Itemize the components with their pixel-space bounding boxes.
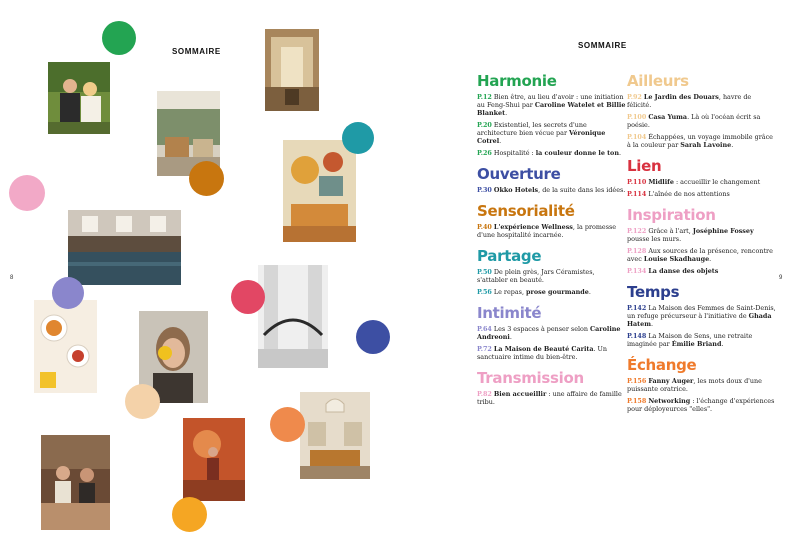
entry-text-end: . — [618, 149, 622, 157]
toc-entry[interactable] — [477, 223, 627, 239]
section-sensorialite — [477, 202, 627, 239]
entry-page-number: P.12 — [477, 93, 492, 101]
cream-dot — [125, 384, 160, 419]
entry-text: L'aînée de nos attentions — [648, 190, 730, 198]
entry-text-end: pousse les murs. — [627, 235, 682, 243]
entry-text-end: , de la suite dans les idées. — [538, 186, 626, 194]
entry-page-number: P.156 — [627, 377, 647, 385]
toc-entry[interactable] — [627, 178, 777, 186]
entry-page-number: P.142 — [627, 304, 647, 312]
toc-entry[interactable] — [627, 93, 777, 109]
section-lien — [627, 157, 777, 198]
toc-entry[interactable] — [627, 113, 777, 129]
entry-page-number: P.100 — [627, 113, 647, 121]
photo-stone-hallway — [265, 29, 319, 111]
section-temps — [627, 283, 777, 348]
section-title-lien: Lien — [627, 157, 662, 175]
right-page-number: 9 — [779, 275, 783, 281]
section-title-transmission: Transmission — [477, 369, 584, 387]
photo-two-women-couch — [41, 435, 110, 530]
photo-white-atrium — [258, 265, 328, 368]
entry-highlight: Okko Hotels — [493, 186, 539, 194]
entry-highlight: Joséphine Fossey — [692, 227, 754, 235]
section-title-ailleurs: Ailleurs — [627, 72, 689, 90]
toc-entry[interactable] — [477, 325, 627, 341]
toc-entry[interactable] — [627, 133, 777, 149]
section-title-temps: Temps — [627, 283, 680, 301]
entry-text: La Maison de Sens, une retraite imaginée par — [627, 332, 753, 348]
entry-highlight: Midlife — [648, 178, 674, 186]
entry-text-end: . — [588, 288, 591, 296]
toc-entry[interactable] — [627, 397, 777, 413]
entry-page-number: P.134 — [627, 267, 647, 275]
salmon-dot — [270, 407, 305, 442]
section-title-harmonie: Harmonie — [477, 72, 557, 90]
entry-text: Les 3 espaces à penser selon — [493, 325, 591, 333]
entry-page-number: P.30 — [477, 186, 492, 194]
section-title-echange: Échange — [627, 356, 697, 374]
entry-highlight: Émilie Briand — [671, 340, 722, 348]
right-page-title: SOMMAIRE — [578, 41, 627, 50]
lavender-dot — [52, 277, 84, 309]
section-title-ouverture: Ouverture — [477, 165, 561, 183]
section-ouverture — [477, 165, 627, 194]
entry-page-number: P.26 — [477, 149, 492, 157]
entry-text: Échappées, un voyage immobile grâce à la couleur par — [627, 133, 773, 149]
entry-text: Grâce à l'art, — [648, 227, 693, 235]
entry-text: Existentiel, les secrets d'une architecture bien vécue par — [477, 121, 587, 137]
entry-page-number: P.50 — [477, 268, 492, 276]
entry-page-number: P.20 — [477, 121, 492, 129]
entry-text-end: . — [709, 255, 712, 263]
entry-text-end: , les mots doux d'une puissante oratrice. — [627, 377, 762, 393]
entry-highlight: Bien accueillir — [493, 390, 547, 398]
entry-page-number: P.114 — [627, 190, 647, 198]
entry-highlight: la couleur donne le ton — [535, 149, 619, 157]
entry-text-end: , havre de félicité. — [627, 93, 752, 109]
entry-highlight: Le Jardin des Douars — [643, 93, 719, 101]
red-pink-dot — [231, 280, 265, 314]
entry-page-number: P.110 — [627, 178, 647, 186]
photo-living-room-lamp — [300, 392, 370, 479]
entry-page-number: P.128 — [627, 247, 647, 255]
entry-page-number: P.92 — [627, 93, 642, 101]
entry-highlight: Caroline Andreoni — [477, 325, 621, 341]
entry-text-end: . Là où l'océan écrit sa poésie. — [627, 113, 761, 129]
entry-page-number: P.72 — [477, 345, 492, 353]
section-title-inspiration: Inspiration — [627, 206, 716, 224]
toc-column-right — [627, 72, 777, 421]
entry-highlight: L'expérience Wellness — [493, 223, 573, 231]
entry-text-end: . — [509, 333, 512, 341]
toc-column-left — [477, 72, 627, 414]
section-title-sensorialite: Sensorialité — [477, 202, 575, 220]
entry-highlight: La danse des objets — [648, 267, 719, 275]
toc-entry[interactable] — [477, 268, 627, 284]
toc-entry[interactable] — [627, 304, 777, 328]
entry-text-end: : une affaire de famille tribu. — [477, 390, 622, 406]
toc-entry[interactable] — [477, 288, 627, 296]
entry-text: Aux sources de la présence, rencontre avec — [627, 247, 773, 263]
section-inspiration — [627, 206, 777, 275]
section-harmonie — [477, 72, 627, 157]
toc-entry[interactable] — [477, 186, 627, 194]
entry-text-end: . — [721, 340, 724, 348]
photo-indoor-pool — [68, 210, 181, 285]
orange-brown-dot — [189, 161, 224, 196]
photo-colorful-lounge — [283, 140, 356, 242]
entry-highlight: La Maison de Beauté Carita — [493, 345, 594, 353]
entry-highlight: Véronique Cotrel — [477, 129, 606, 145]
entry-page-number: P.64 — [477, 325, 492, 333]
section-partage — [477, 247, 627, 296]
entry-text-end: . — [505, 109, 508, 117]
toc-entry[interactable] — [477, 121, 627, 145]
yellow-orange-dot — [172, 497, 207, 532]
entry-text: Bien être, au lieu d'avoir : une initiation au Feng-Shui par — [477, 93, 624, 109]
photo-food-table — [34, 300, 97, 393]
section-transmission — [477, 369, 627, 406]
left-page-title: SOMMAIRE — [172, 47, 221, 56]
toc-entry[interactable] — [627, 190, 777, 198]
toc-entry[interactable] — [477, 345, 627, 361]
entry-text: De plein grès, Jars Céramistes, s'attabler en beauté. — [477, 268, 595, 284]
toc-entry[interactable] — [627, 267, 777, 275]
section-ailleurs — [627, 72, 777, 149]
left-page-number: 8 — [10, 275, 14, 281]
entry-page-number: P.56 — [477, 288, 492, 296]
photo-two-women-garden — [48, 62, 110, 134]
entry-text-end: . Un sanctuaire intime du bien-être. — [477, 345, 608, 361]
entry-text: La Maison des Femmes de Saint-Denis, un refuge précurseur à l'initiative de — [627, 304, 776, 320]
entry-highlight: Casa Yuma — [648, 113, 688, 121]
entry-text: Le repas, — [493, 288, 527, 296]
green-dot — [102, 21, 136, 55]
entry-page-number: P.122 — [627, 227, 647, 235]
entry-highlight: Networking — [648, 397, 691, 405]
entry-page-number: P.148 — [627, 332, 647, 340]
toc-entry[interactable] — [477, 149, 627, 157]
entry-highlight: Caroline Watelet et Billie Blanket — [477, 101, 626, 117]
photo-woman-orange-room — [183, 418, 245, 501]
entry-page-number: P.104 — [627, 133, 647, 141]
pink-dot — [9, 175, 45, 211]
toc-entry[interactable] — [477, 390, 627, 406]
navy-dot — [356, 320, 390, 354]
entry-text-end: , la promesse d'une hospitalité incarnée. — [477, 223, 617, 239]
entry-page-number: P.40 — [477, 223, 492, 231]
entry-text: Hospitalité : — [493, 149, 536, 157]
entry-highlight: Ghada Hatem — [627, 312, 772, 328]
toc-entry[interactable] — [627, 227, 777, 243]
entry-highlight: prose gourmande — [526, 288, 589, 296]
toc-entry[interactable] — [627, 247, 777, 263]
teal-dot — [342, 122, 374, 154]
section-intimite — [477, 304, 627, 361]
toc-entry[interactable] — [477, 93, 627, 117]
entry-text-end: . — [650, 320, 654, 328]
entry-page-number: P.158 — [627, 397, 647, 405]
toc-entry[interactable] — [627, 332, 777, 348]
entry-text-end: . — [731, 141, 734, 149]
section-title-partage: Partage — [477, 247, 542, 265]
section-title-intimite: Intimité — [477, 304, 542, 322]
entry-text-end: . — [499, 137, 502, 145]
entry-highlight: Louise Skadhauge — [643, 255, 710, 263]
entry-highlight: Fanny Auger — [648, 377, 694, 385]
section-echange — [627, 356, 777, 413]
entry-page-number: P.82 — [477, 390, 492, 398]
entry-highlight: Sarah Lavoine — [680, 141, 732, 149]
entry-text-end: : l'échange d'expériences pour déployeurces "elles". — [627, 397, 775, 413]
entry-text-end: : accueillir le changement — [673, 178, 761, 186]
toc-entry[interactable] — [627, 377, 777, 393]
